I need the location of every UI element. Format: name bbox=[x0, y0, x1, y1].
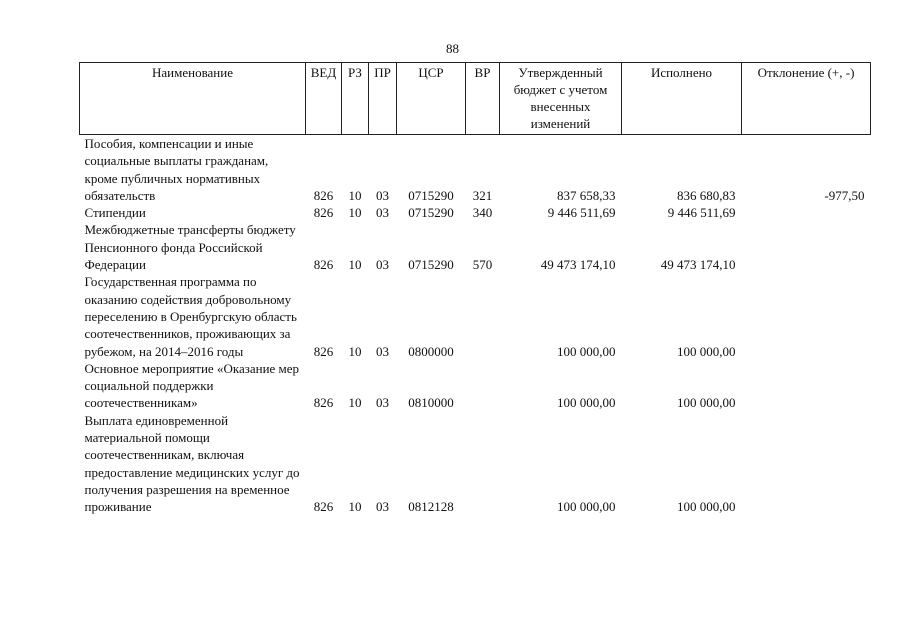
row-ved: 826 bbox=[313, 187, 334, 203]
header-executed: Исполнено bbox=[622, 63, 742, 135]
row-executed: 836 680,83 bbox=[677, 187, 736, 203]
row-deviation: -977,50 bbox=[824, 187, 865, 203]
row-deviation bbox=[742, 221, 871, 273]
row-deviation bbox=[742, 412, 871, 516]
row-vr: 570 bbox=[472, 257, 493, 273]
row-executed: 9 446 511,69 bbox=[667, 205, 736, 221]
row-vr: 321 bbox=[472, 187, 493, 203]
row-csr: 0715290 bbox=[408, 205, 454, 221]
row-csr: 0800000 bbox=[408, 343, 454, 359]
row-name: Межбюджетные трансферты бюджету Пенсионного фонда Российской Федерации bbox=[84, 222, 296, 273]
row-vr bbox=[466, 360, 500, 412]
row-approved: 100 000,00 bbox=[557, 343, 616, 359]
row-csr: 0715290 bbox=[408, 187, 454, 203]
table-row bbox=[80, 412, 871, 516]
row-rz: 10 bbox=[348, 499, 362, 515]
row-rz: 10 bbox=[348, 205, 362, 221]
row-vr: 340 bbox=[472, 205, 493, 221]
page-number: 88 bbox=[446, 41, 459, 56]
table-row bbox=[80, 221, 871, 273]
header-vr: ВР bbox=[466, 63, 500, 135]
row-ved: 826 bbox=[313, 257, 334, 273]
row-rz: 10 bbox=[348, 343, 362, 359]
row-pr: 03 bbox=[376, 257, 389, 273]
row-deviation bbox=[742, 273, 871, 359]
row-approved: 49 473 174,10 bbox=[540, 257, 616, 273]
row-pr: 03 bbox=[376, 343, 389, 359]
table-row bbox=[80, 273, 871, 359]
header-deviation: Отклонение (+, -) bbox=[742, 63, 871, 135]
table-row bbox=[80, 135, 871, 205]
header-row bbox=[80, 63, 871, 135]
row-executed: 100 000,00 bbox=[677, 499, 736, 515]
row-approved: 100 000,00 bbox=[557, 499, 616, 515]
header-rz: РЗ bbox=[342, 63, 369, 135]
row-pr: 03 bbox=[376, 499, 389, 515]
row-rz: 10 bbox=[348, 187, 362, 203]
row-csr: 0715290 bbox=[408, 257, 454, 273]
table-row bbox=[80, 204, 871, 221]
table-header bbox=[80, 63, 871, 135]
row-pr: 03 bbox=[376, 205, 389, 221]
row-deviation bbox=[742, 360, 871, 412]
row-rz: 10 bbox=[348, 257, 362, 273]
row-pr: 03 bbox=[376, 395, 389, 411]
row-csr: 0810000 bbox=[408, 395, 454, 411]
row-approved: 837 658,33 bbox=[557, 187, 616, 203]
row-name: Пособия, компенсации и иные социальные выплаты гражданам, кроме публичных нормативных обязательств bbox=[84, 136, 269, 203]
table-row bbox=[80, 360, 871, 412]
header-pr: ПР bbox=[369, 63, 397, 135]
row-name: Стипендии bbox=[84, 205, 146, 221]
row-ved: 826 bbox=[313, 205, 334, 221]
row-approved: 100 000,00 bbox=[557, 395, 616, 411]
row-deviation bbox=[742, 204, 871, 221]
row-ved: 826 bbox=[313, 395, 334, 411]
row-approved: 9 446 511,69 bbox=[547, 205, 616, 221]
row-vr bbox=[466, 412, 500, 516]
row-rz: 10 bbox=[348, 395, 362, 411]
header-name: Наименование bbox=[80, 63, 306, 135]
budget-execution-table bbox=[79, 62, 871, 516]
row-vr bbox=[466, 273, 500, 359]
header-approved: Утвержденный бюджет с учетом внесенных изменений bbox=[500, 63, 622, 135]
row-pr: 03 bbox=[376, 187, 389, 203]
row-ved: 826 bbox=[313, 499, 334, 515]
row-executed: 100 000,00 bbox=[677, 343, 736, 359]
row-executed: 49 473 174,10 bbox=[660, 257, 736, 273]
row-csr: 0812128 bbox=[408, 499, 454, 515]
row-executed: 100 000,00 bbox=[677, 395, 736, 411]
row-ved: 826 bbox=[313, 343, 334, 359]
header-csr: ЦСР bbox=[397, 63, 466, 135]
header-ved: ВЕД bbox=[306, 63, 342, 135]
row-name: Государственная программа по оказанию содействия добровольному переселению в Оренбургскую область соотечественников, проживающих за рубежом, на 2014–2016 годы bbox=[84, 274, 297, 359]
row-name: Основное мероприятие «Оказание мер социальной поддержки соотечественникам» bbox=[84, 360, 300, 411]
table-body bbox=[80, 135, 871, 516]
row-name: Выплата единовременной материальной помощи соотечественникам, включая предоставление медицинских услуг до получения разрешения на временное проживание bbox=[84, 412, 300, 515]
